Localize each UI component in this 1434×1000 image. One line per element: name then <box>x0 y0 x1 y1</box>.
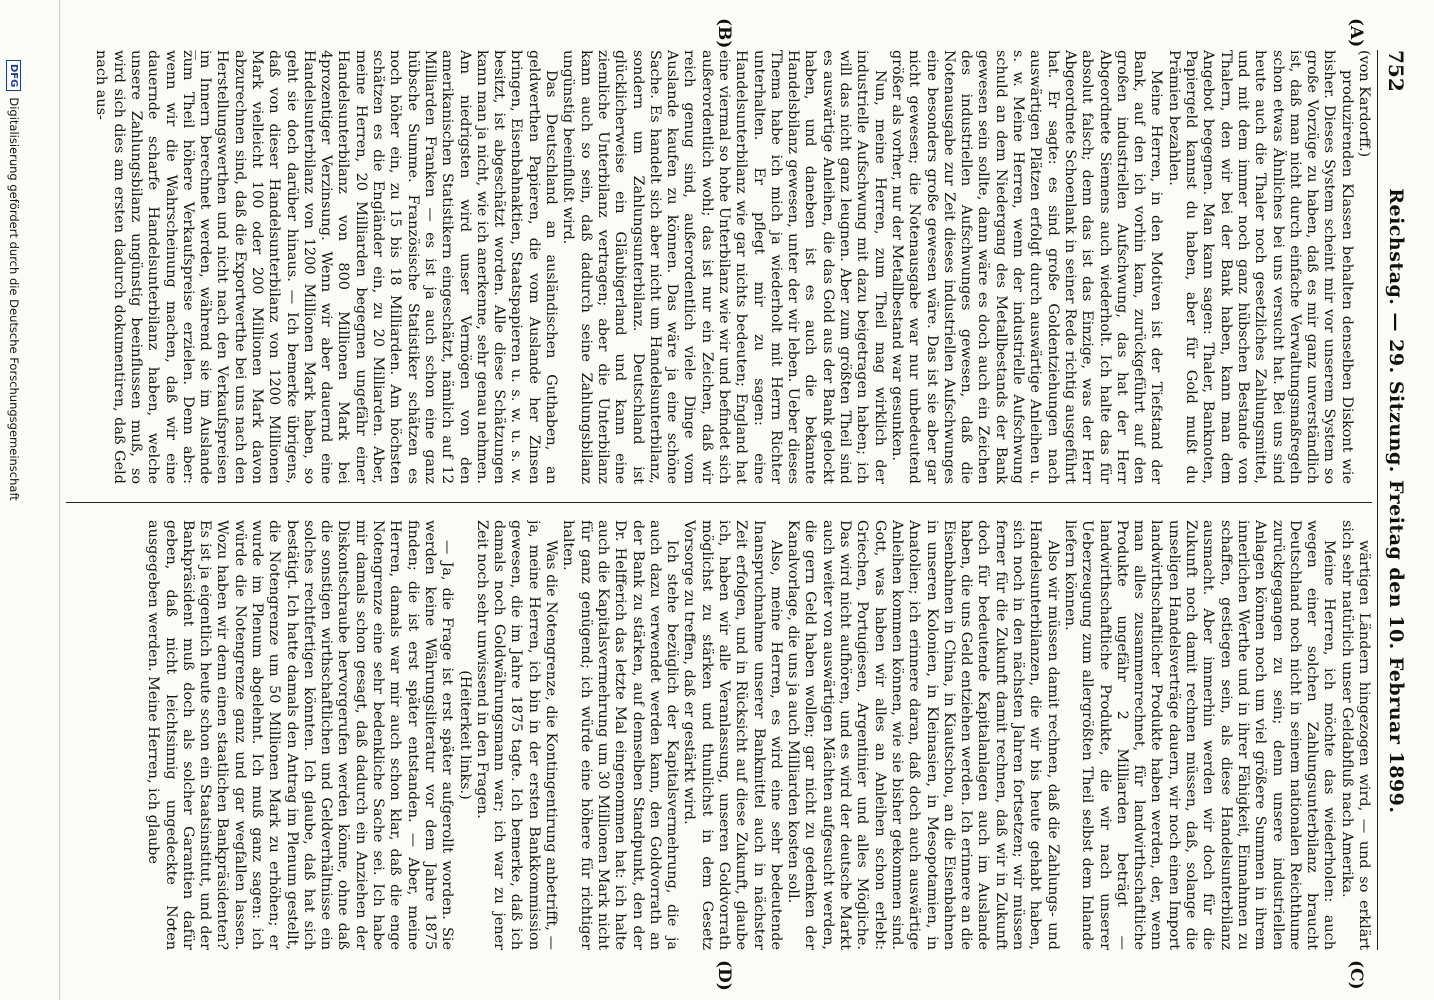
paragraph: — Ja, die Frage ist erst später aufgerollt worden. Sie werden keine Währungsliteratur vor dem Jahre 1875 finden; die ist erst später entstanden. — Aber, meine Herren, damals war mir auch schon klar, daß die enge Notengrenze eine sehr bedenkliche Sache sei. Ich habe mir damals schon gesagt, daß dadurch ein Anziehen der Diskontschraube hervorgerufen werden könne, ohne daß die sonstigen wirthschaftlichen und Geldverhältnisse ein solches rechtfertigen könnten. Ich glaube, daß hat sich bestätigt. Ich hatte damals den Antrag im Plenum gestellt, die Notengrenze um 50 Millionen Mark zu erhöhen; er wurde im Plenum abgelehnt. Ich muß ganz sagen: ich würde die Notengrenze ganz und gar wegfallen lassen. Wozu haben wir denn einen staatlichen Bankpräsidenten? Es ist ja eigentlich heute schon ein Staatsinstitut, und der Bankpräsident muß doch als solcher Garantien dafür geben, daß nicht leichtsinnig ungedeckte Noten ausgegeben werden. Meine Herren, ich glaube <box>145 520 456 950</box>
paragraph: Das Deutschland an ausländischen Guthaben, an geldwerthen Papieren, die vom Auslande her Zinsen bringen, Eisenbahnaktien, Staatspapieren u. s. w. u. s. w. besitzt, ist abgeschätzt worden. Alle diese Schätzungen kann man ja nicht, wie ich anerkenne, sehr genau nehmen. Am niedrigsten wird unser Vermögen von den amerikanischen Statistikern eingeschätzt, nämlich auf 12 Milliarden Franken — es ist ja auch schon eine ganz hübsche Summe. Französische Statistiker schätzen es noch höher ein, zu 15 bis 18 Milliarden. Am höchsten schätzen es die Engländer ein, zu 20 Milliarden. Aber, meine Herren, 20 Milliarden begegnen ungefähr einer Handelsunterbilanz von 800 Millionen Mark bei 4prozentiger Verzinsung. Wenn wir aber dauernd eine Handelsunterbilanz von 1200 Millionen Mark haben, so geht sie doch darüber hinaus. — Ich bemerke übrigens, daß von dieser Handelsunterbilanz von 1200 Millionen Mark vielleicht 100 oder 200 Millionen Mark davon abzurechnen sind, daß die Exportwerthe bei uns nach den Herstellungswerthen und nicht nach den Verkaufspreisen im Innern berechnet werden, während sie im Auslande zum Theil höhere Verkaufspreise erzielen. Denn aber: wenn wir die Wahrscheinung machen, daß wir eine dauernde scharfe Handelsunterbilanz haben, welche unsere Zahlungsbilanz ungünstig beeinflussen muß, so wird sich dies am ersten dadurch dokumentiren, daß Geld nach aus- <box>93 50 560 484</box>
speaker-name: (von Kardorff.) <box>1356 50 1372 158</box>
paragraph: Also wir müssen damit rechnen, daß die Zahlungs- und Handelsunterbilanzen, die wir bis heute gehabt haben, sich noch in den nächsten Jahren fortsetzen; wir müssen ferner für die Zukunft damit rechnen, daß wir in Zukunft doch für bedeutende Kapitalanlagen auch im Auslande haben, die uns Geld entziehen werden. Ich erinnere an die Eisenbahnen in China, in Kiautschou, an die Eisenbahnen in unseren Kolonien, in Kleinasien, in Mesopotamien, in Anatolien; ich erinnere daran, daß doch auch auswärtige Anleihen kommen können, wie sie bisher gekommen sind. Gott, was haben wir alles an Anleihen schon erlebt: Griechen, Portugiesen, Argentinier und alles Mögliche. Das wird nicht aufhören, und es wird der deutsche Markt auch weiter von auswärtigen Mächten aufgesucht werden, die gern Geld haben wollen; gar nicht zu gedenken der Kanalvorlage, die uns ja auch Milliarden kosten soll. <box>785 520 1061 950</box>
column-divider <box>66 502 1372 503</box>
paragraph: wärtigen Ländern hingezogen wird, — und so erklärt sich sehr natürlich unser Geldabfluß nach Amerika. <box>1338 520 1372 950</box>
page-number: 752 <box>1384 50 1408 92</box>
paragraph: Meine Herren, in den Motiven ist der Tiefstand der Bank, auf den ich vorhin kam, zurückgeführt auf den großen industriellen Aufschwung, das hat der Herr Abgeordnete Siemens auch wiederholt. Ich halte das für absolut falsch; denn das ist das Einzige, was der Herr Abgeordnete Schoenlank in seiner Rede richtig ausgeführt hat. Er sagte: es sind große Goldentziehungen nach auswärtigen Plätzen erfolgt durch auswärtige Anleihen u. s. w. Meine Herren, wenn der industrielle Aufschwung schuld an dem Niedergang des Metallbestands der Bank gewesen sein sollte, dann wäre es doch auch ein Zeichen des industriellen Aufschwunges gewesen, daß die Notenausgabe zur Zeit dieses industriellen Aufschwunges eine besonders große gewesen wäre. Das ist sie aber gar nicht gewesen; die Notenausgabe war nur unbedeutend größer als vorher, nur der Metallbestand war gesunken. <box>888 50 1165 484</box>
page-header <box>1377 50 1414 950</box>
text-column-left <box>66 50 1372 484</box>
paragraph: Meine Herren, ich möchte das wiederholen: auch wegen einer solchen Zahlungsunterbilanz braucht Deutschland noch nicht in seinem nationalen Reichthume zurückgegangen zu sein; denn unsere industriellen Anlagen können noch um viel größere Summen in ihrem innerlichen Werthe und in ihrer Fähigkeit, Einnahmen zu schaffen, gestiegen sein, als diese Handelsunterbilanz ausmacht. Aber immerhin werden wir doch für die Zukunft noch damit rechnen müssen, daß, solange die unseligen Handelsverträge dauern, wir noch einen Import landwirthschaftlicher Produkte haben werden, der, wenn man alles zusammenrechnet, für landwirthschaftliche Produkte ungefähr 2 Milliarden beträgt — landwirthschaftliche Produkte, die wir nach unserer Ueberzeugung zum allergrößten Theil selbst dem Inlande liefern können. <box>1061 520 1338 950</box>
paragraph: Also, meine Herren, es wird eine sehr bedeutende Inanspruchnahme unserer Bankmittel auch in nächster Zeit erfolgen, und in Rücksicht auf diese Zukunft, glaube ich, haben wir alle Veranlassung, unseren Goldvorrath möglichst zu stärken und thunlichst in dem Gesetz Vorsorge zu treffen, daß er gestärkt wird. <box>681 520 784 950</box>
margin-marker-b: (B) <box>714 18 734 49</box>
interjection: (Heiterkeit links.) <box>456 670 473 800</box>
margin-marker-d: (D) <box>714 960 734 991</box>
paragraph: Ich stehe bezüglich der Kapitalsvermehrung, die ja auch dazu verwendet werden kann, den Goldvorrath an der Bank zu stärken, auf demselben Standpunkt, den der Dr. Helfferich das letzte Mal eingenommen hat: ich halte auch die Kapitalsvermehrung um 30 Millionen Mark nicht für ganz genügend; ich würde eine höhere für richtiger halten. <box>560 520 681 950</box>
paragraph: Nun, meine Herren, zum Theil mag wirklich der industrielle Aufschwung mit dazu beigetragen haben; ich will das nicht ganz leugnen. Aber zum größten Theil sind es auswärtige Anleihen, die das Gold aus der Bank gelockt haben, und daneben ist es auch die bekannte Handelsbilanz gewesen, unter der wir leben. Ueber dieses Thema habe ich mich ja wiederholt mit Herrn Richter unterhalten. Er pflegt mir zu sagen: eine Handelsunterbilanz wie gar nichts bedeuten; England hat eine viermal so hohe Unterbilanz wie wir und befindet sich außerordentlich wohl; das ist nur ein Zeichen, daß wir reich genug sind, außerordentlich viele Dinge vom Auslande kaufen zu können. Das wäre ja eine schöne Sache. Es handelt sich aber nicht um Handelsunterbilanz, sondern um Zahlungsunterbilanz. Deutschland ist glücklicherweise ein Gläubigerland und kann eine ziemliche Unterbilanz vertragen; aber die Unterbilanz kann auch so sein, daß dadurch seine Zahlungsbilanz ungünstig beeinflußt wird. <box>560 50 888 484</box>
paragraph: produzirenden Klassen behalten denselben Diskont wie bisher. Dieses System scheint mir vor unserem System so große Vorzüge zu haben, daß es mir ganz unverständlich ist, daß man nicht durch einfache Verwaltungsmaßregeln schon etwas Ähnliches bei uns versucht hat. Bei uns sind heute auch die Thaler noch gesetzliches Zahlungsmittel, und mit dem immer noch ganz hübschen Bestande von Thalern, den wir bei der Bank haben, kann man dem Angebot begegnen. Man kann sagen: Thaler, Banknoten, Papiergeld kannst du haben, aber für Gold mußt du Prämien bezahlen. <box>1165 50 1355 484</box>
running-title: Reichstag. — 29. Sitzung. Freitag den 10. Februar 1899. <box>1385 188 1407 814</box>
margin-marker-c: (C) <box>1346 960 1366 990</box>
text-column-right <box>66 520 1372 950</box>
margin-marker-a: (A) <box>1346 18 1366 48</box>
paragraph: Was die Notengrenze, die Kontingentirung anbetrifft, — ja, meine Herren, ich bin in der ersten Bankkommission gewesen, die im Jahre 1875 tagte. Ich bemerke, daß ich damals noch Goldwährungsmann war; ich war zu jener Zeit noch sehr unwissend in den Fragen. <box>473 520 560 950</box>
digitization-credit: Digitalisierung gefördert durch die Deutsche Forschungsgemeinschaft <box>7 97 21 501</box>
footer-rule <box>59 0 60 1000</box>
page-footer <box>5 60 23 980</box>
dfg-logo: DFG <box>7 60 22 91</box>
